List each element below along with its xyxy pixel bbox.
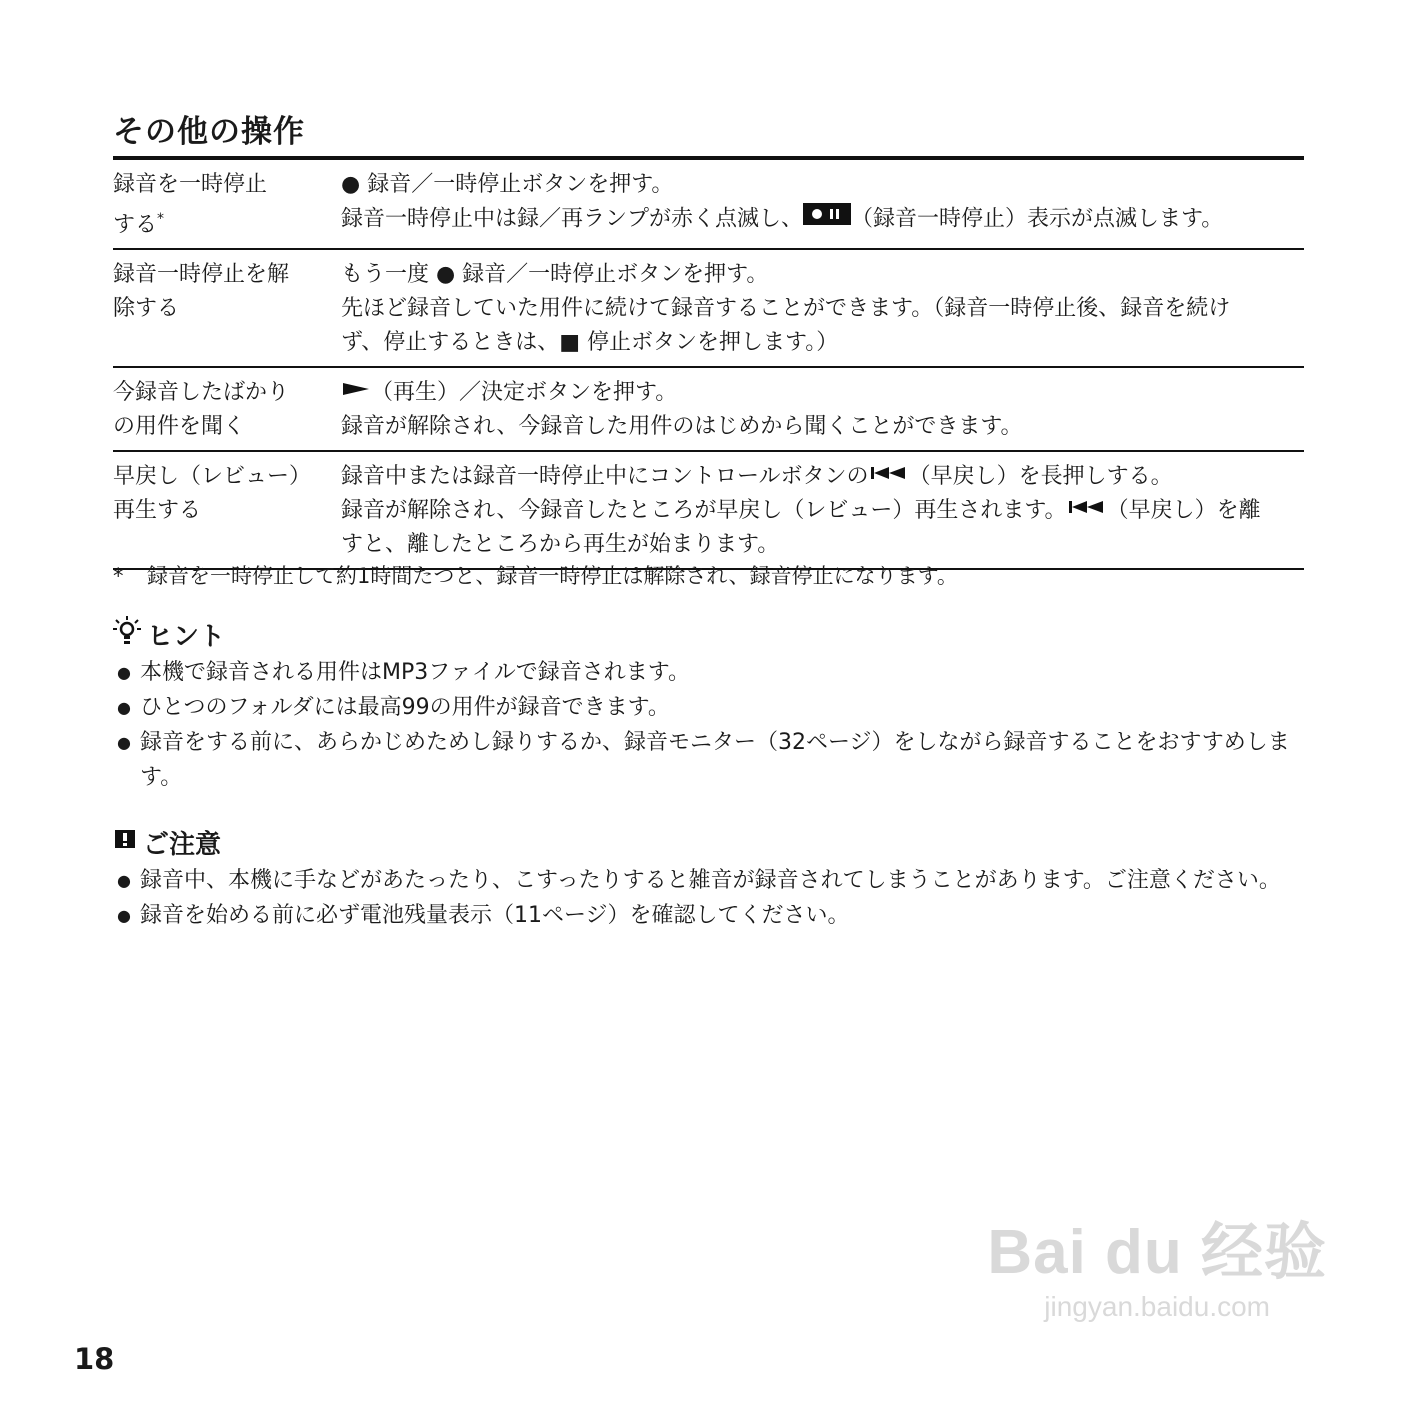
- table-row: [113, 250, 1304, 368]
- operations-table: [113, 156, 1304, 570]
- operation-cell: 録音を一時停止 する*: [113, 172, 268, 238]
- list-item: ● 録音を始める前に必ず電池残量表示（11ページ）を確認してください。: [117, 903, 850, 928]
- table-row: [113, 368, 1304, 452]
- description-cell: 録音中または録音一時停止中にコントロールボタンの （早戻し）を長押しする。 録音が解除され、今録音したところが早戻し（レビュー）再生されます。 （早戻し）を離 すと、離したところから再生が始まります。: [341, 460, 1304, 562]
- table-row: [113, 452, 1304, 570]
- page-number: 18: [74, 1342, 115, 1376]
- description-cell: （再生）／決定ボタンを押す。 録音が解除され、今録音した用件のはじめから聞くことができます。: [341, 376, 1304, 444]
- play-icon: [341, 376, 371, 410]
- section-title: その他の操作: [113, 114, 305, 150]
- rec-pause-display-icon: [803, 202, 851, 237]
- hint-list: [113, 655, 1304, 795]
- operation-cell: 今録音したばかり の用件を聞く: [113, 380, 290, 440]
- description-cell: もう一度 ● 録音／一時停止ボタンを押す。 先ほど録音していた用件に続けて録音することができます。（録音一時停止後、録音を続け ず、停止するときは、■ 停止ボタンを押します。）: [341, 262, 1231, 356]
- table-row: [113, 160, 1304, 250]
- lightbulb-icon: [113, 616, 141, 653]
- caution-header: ご注意: [113, 824, 221, 861]
- footnote: * 録音を一時停止して約1時間たつと、録音一時停止は解除され、録音停止になります。: [113, 564, 958, 588]
- hint-header: ヒント: [113, 616, 225, 653]
- caution-list: [113, 863, 1304, 933]
- rewind-icon: [869, 460, 909, 494]
- caution-icon: [113, 827, 137, 858]
- rewind-icon: [1067, 494, 1107, 528]
- list-item: ● 録音中、本機に手などがあたったり、こすったりすると雑音が録音されてしまうことがあります。ご注意ください。: [117, 868, 1281, 893]
- list-item: ● 本機で録音される用件はMP3ファイルで録音されます。: [117, 660, 691, 685]
- watermark-url: jingyan.baidu.com: [1044, 1291, 1270, 1322]
- list-item: ● 録音をする前に、あらかじめためし録りするか、録音モニター（32ページ）をしながら録音することをおすすめします。: [117, 730, 1290, 790]
- list-item: ● ひとつのフォルダには最高99の用件が録音できます。: [117, 695, 670, 720]
- operation-cell: 録音一時停止を解 除する: [113, 262, 290, 322]
- watermark-brand: Bai du 经验: [987, 1218, 1327, 1287]
- watermark: [987, 1202, 1327, 1323]
- operation-cell: 早戻し（レビュー） 再生する: [113, 464, 312, 524]
- description-cell: ● 録音／一時停止ボタンを押す。 録音一時停止中は録／再ランプが赤く点滅し、 （録音一時停止）表示が点滅します。: [341, 168, 1304, 242]
